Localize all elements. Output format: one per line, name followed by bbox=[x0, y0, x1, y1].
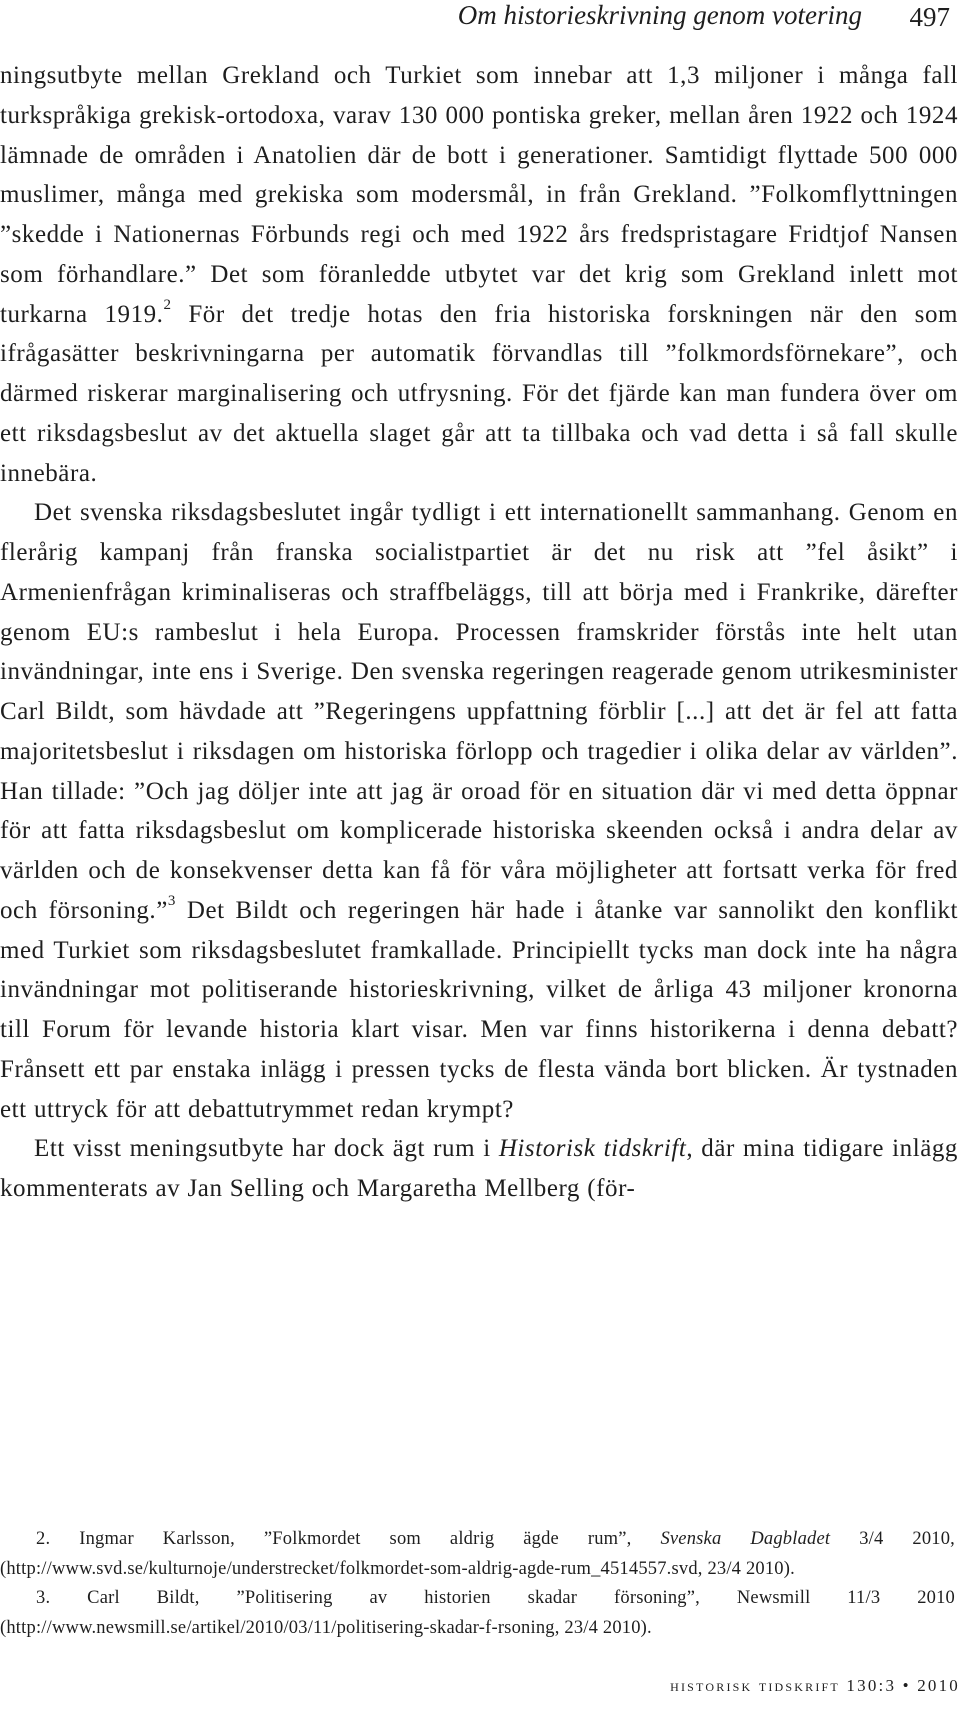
paragraph-2 bbox=[0, 493, 958, 1129]
footnotes bbox=[0, 1525, 955, 1643]
footnote-2 bbox=[0, 1525, 955, 1584]
footnote-3 bbox=[0, 1584, 955, 1643]
paragraph-3-text: Ett visst meningsutbyte har dock ägt rum i bbox=[34, 1135, 499, 1163]
paragraph-1-text: ningsutbyte mellan Grekland och Turkiet som innebar att 1,3 miljoner i många fall turkspråkiga grekisk-ortodoxa, varav 130 000 pontiska greker, mellan åren 1922 och 1924 lämnade de områden i Anatolien där de bott i generationer. Samtidigt flyttade 500 000 muslimer, många med grekiska som modersmål, in från Grekland. ”Folkomflyttningen ”skedde i Nationernas Förbunds regi och med 1922 års fredspristagare Fridtjof Nansen som förhandlare.” Det som föranledde utbytet var det krig som Grekland inlett mot turkarna 1919. bbox=[0, 62, 958, 328]
page-number: 497 bbox=[909, 2, 950, 32]
footnote-2-text: 2. Ingmar Karlsson, ”Folkmordet som aldrig ägde rum”, bbox=[36, 1529, 661, 1549]
paragraph-3-text-cont: , där mina tidigare inlägg kommenterats av Jan Selling och Margaretha Mellberg (för- bbox=[0, 1135, 958, 1202]
footnote-2-text-cont: 3/4 2010, (http://www.svd.se/kulturnoje/understrecket/folkmordet-som-aldrig-agde-rum_4514557.svd, 23/4 2010). bbox=[0, 1529, 955, 1579]
body-text bbox=[0, 56, 958, 1209]
journal-footer: historisk tidskrift 130:3 • 2010 bbox=[670, 1676, 960, 1695]
footnote-ref-2: 2 bbox=[163, 296, 172, 313]
paragraph-3 bbox=[0, 1129, 958, 1209]
running-head-title: Om historieskrivning genom votering bbox=[457, 0, 862, 30]
running-head bbox=[0, 0, 950, 34]
paragraph-1-text-cont: För det tredje hotas den fria historiska forskningen när den som ifrågasätter beskrivningarna per automatik förvandlas till ”folkmordsförnekare”, och därmed riskerar marginalisering och utfrysning. För det fjärde kan man fundera över om ett riksdagsbeslut av det aktuella slaget går att ta tillbaka och vad detta i så fall skulle innebära. bbox=[0, 300, 958, 487]
footnote-3-text: 3. Carl Bildt, ”Politisering av historien skadar försoning”, Newsmill 11/3 2010 (http://www.newsmill.se/artikel/2010/03/11/politisering-skadar-f-rsoning, 23/4 2010). bbox=[0, 1588, 955, 1638]
paragraph-2-text: Det svenska riksdagsbeslutet ingår tydligt i ett internationellt sammanhang. Genom en flerårig kampanj från franska socialistpartiet är det nu risk att ”fel åsikt” i Armenienfrågan kriminaliseras och straffbeläggs, till att börja med i Frankrike, därefter genom EU:s rambeslut i hela Europa. Processen framskrider förstås inte helt utan invändningar, inte ens i Sverige. Den svenska regeringen reagerade genom utrikesminister Carl Bildt, som hävdade att ”Regeringens uppfattning förblir [...] att det är fel att fatta majoritetsbeslut i riksdagen om historiska förlopp och tragedier i olika delar av världen”. Han tillade: ”Och jag döljer inte att jag är oroad för en situation där vi med detta öppnar för att fatta riksdagsbeslut om komplicerade historiska skeenden också i andra delar av världen och de konsekvenser detta kan få för våra möjligheter att fortsatt verka för fred och försoning.” bbox=[0, 499, 958, 924]
journal-title-italic: Historisk tidskrift bbox=[498, 1135, 687, 1163]
footnote-2-source-italic: Svenska Dagbladet bbox=[660, 1529, 831, 1549]
footnote-ref-3: 3 bbox=[167, 892, 176, 909]
paragraph-2-text-cont: Det Bildt och regeringen här hade i åtanke var sannolikt den konflikt med Turkiet som riksdagsbeslutet framkallade. Principiellt tycks man dock inte ha några invändningar mot politiserande historieskrivning, vilket de årliga 43 miljoner kronorna till Forum för levande historia klart visar. Men var finns historikerna i denna debatt? Frånsett ett par enstaka inlägg i pressen tycks de flesta vända bort blicken. Är tystnaden ett uttryck för att debattutrymmet redan krympt? bbox=[0, 896, 958, 1123]
paragraph-1 bbox=[0, 56, 958, 493]
